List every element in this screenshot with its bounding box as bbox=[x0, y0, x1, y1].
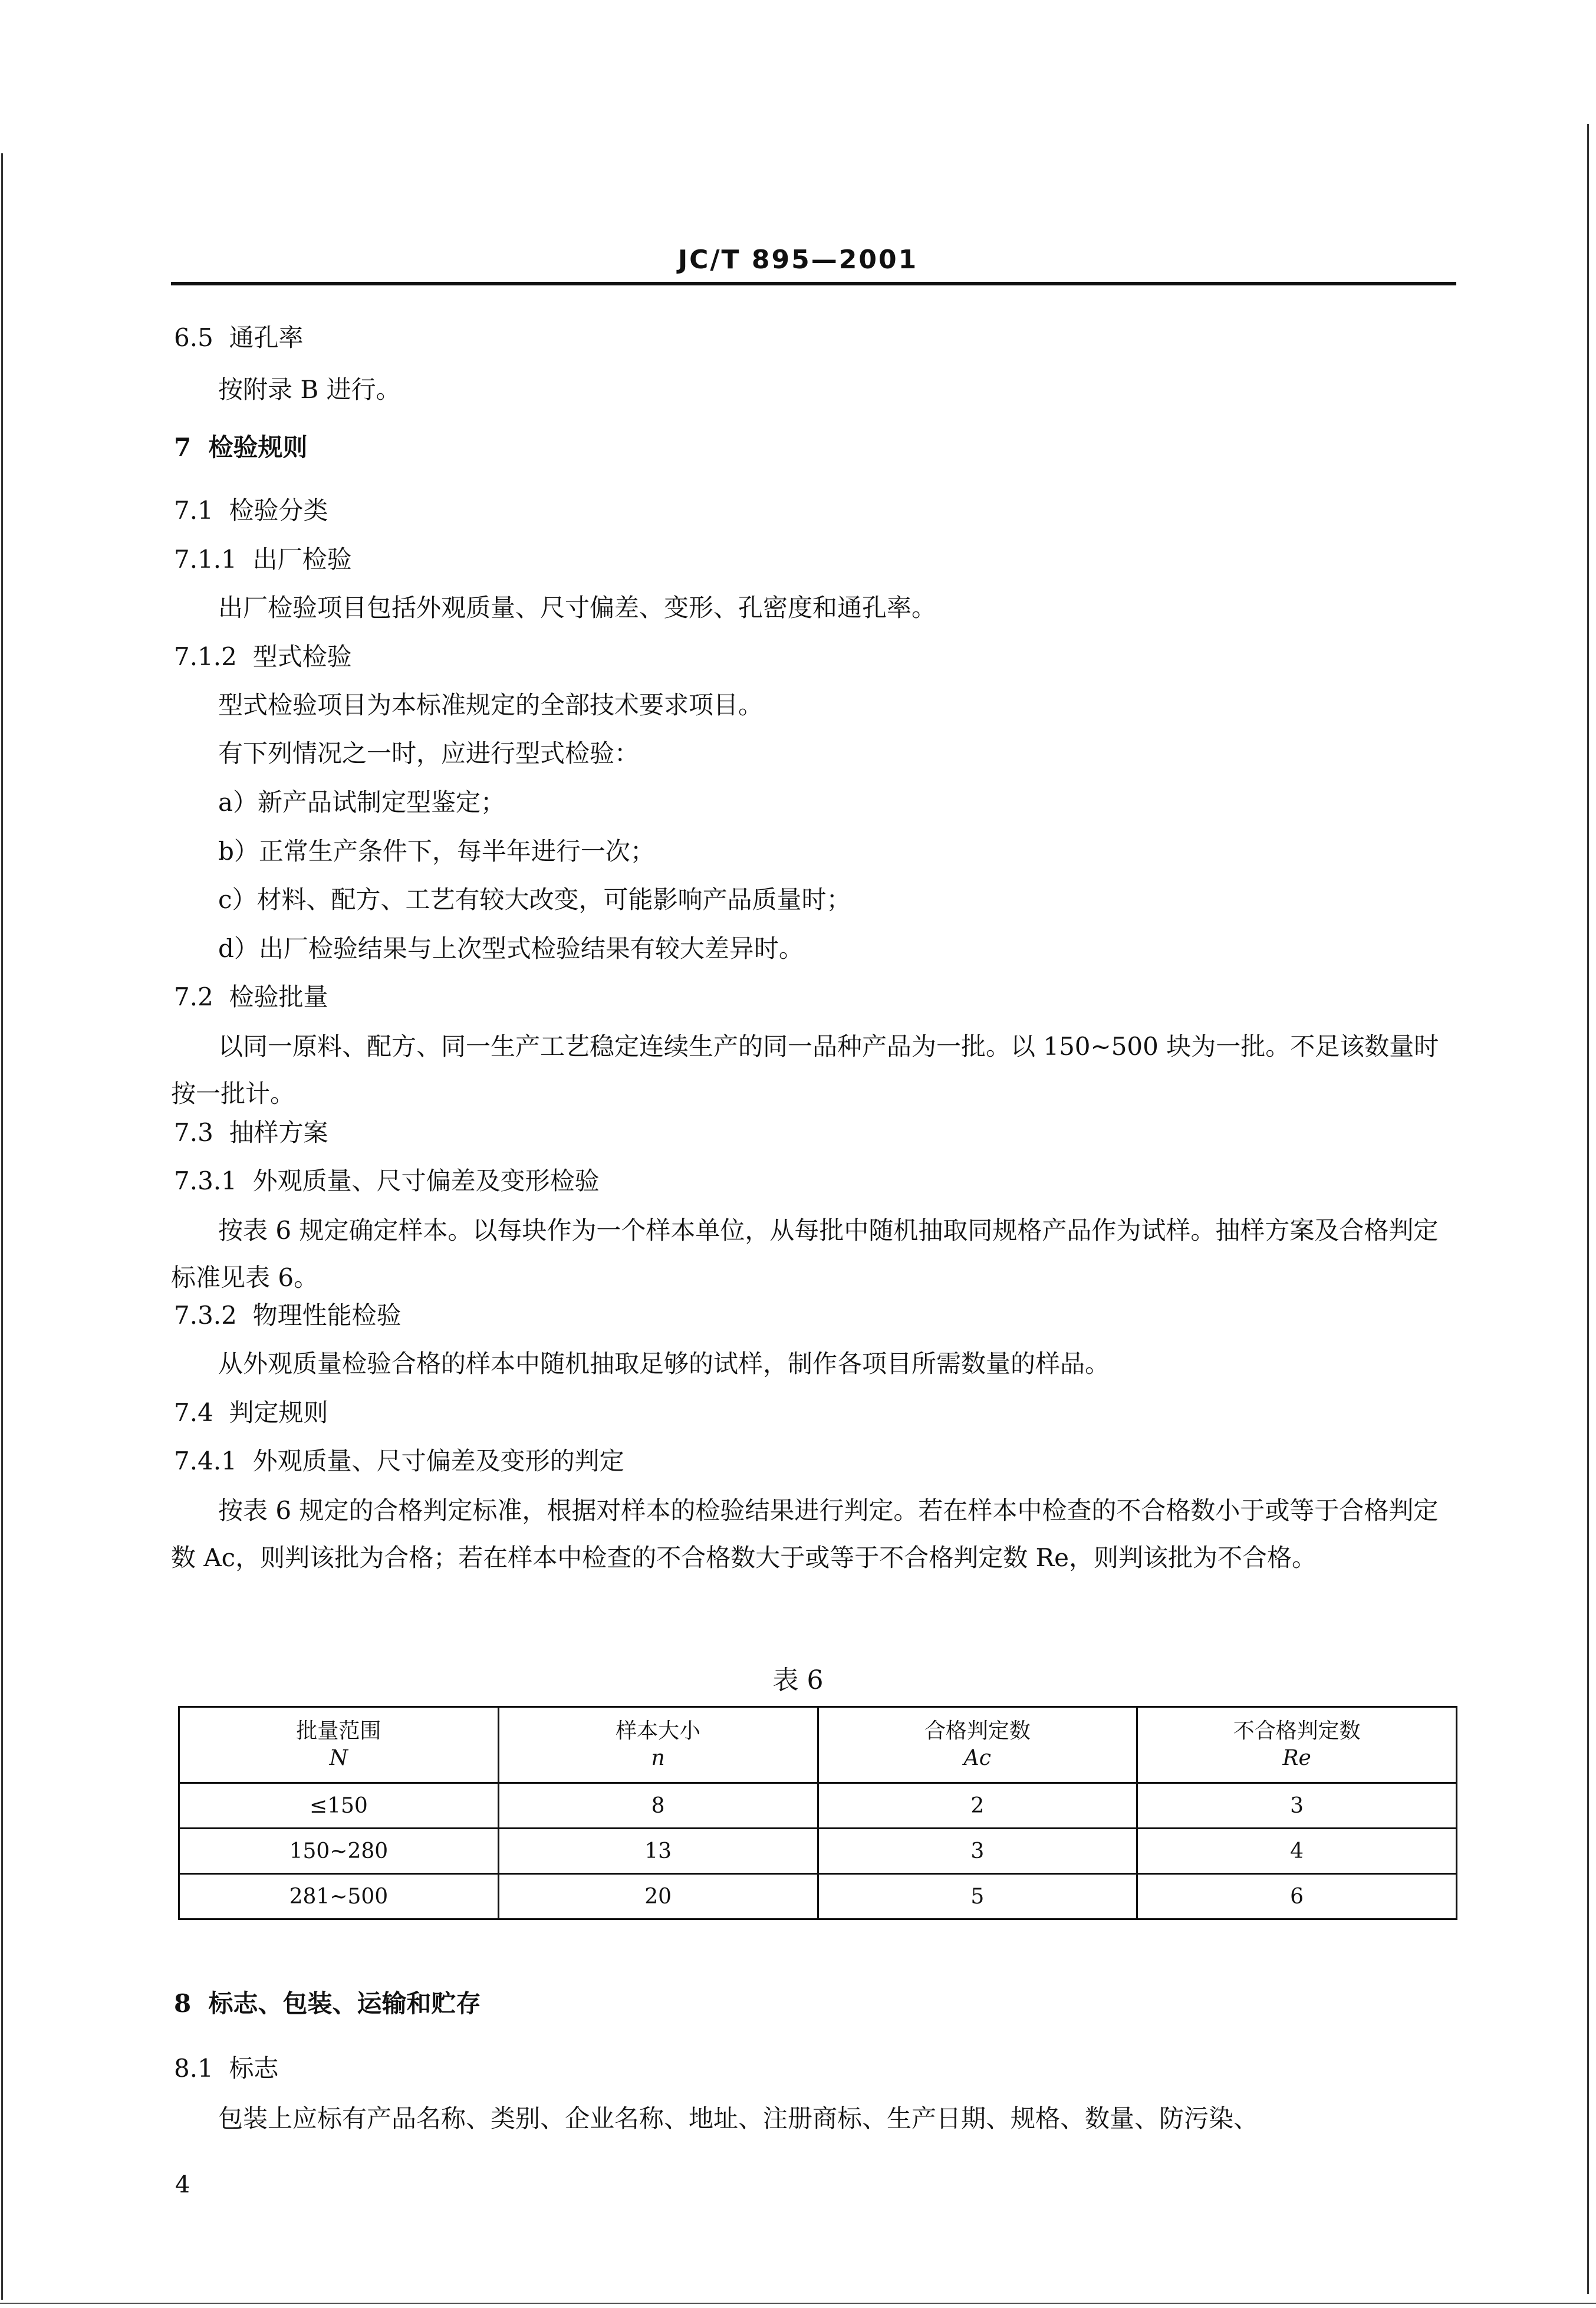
table-cell: 13 bbox=[498, 1829, 818, 1874]
table-cell: 4 bbox=[1137, 1829, 1457, 1874]
table-cell: 281~500 bbox=[179, 1874, 499, 1919]
page-number: 4 bbox=[175, 2171, 190, 2198]
section-7-1-1-text: 出厂检验项目包括外观质量、尺寸偏差、变形、孔密度和通孔率。 bbox=[218, 593, 937, 622]
section-7-3-1-heading: 7.3.1 外观质量、尺寸偏差及变形检验 bbox=[174, 1166, 600, 1195]
table-cell: 3 bbox=[1137, 1783, 1457, 1829]
section-7-1-2-condition-intro: 有下列情况之一时，应进行型式检验： bbox=[218, 739, 640, 768]
table-row bbox=[179, 1874, 1457, 1919]
section-6-5-heading: 6.5 通孔率 bbox=[174, 323, 304, 352]
table-cell: 2 bbox=[818, 1783, 1137, 1829]
header-lot-range: 批量范围 N bbox=[179, 1707, 499, 1783]
list-item: a）新产品试制定型鉴定； bbox=[218, 788, 506, 817]
section-7-heading: 7 检验规则 bbox=[174, 433, 308, 462]
section-7-2-heading: 7.2 检验批量 bbox=[174, 982, 328, 1011]
section-7-1-heading: 7.1 检验分类 bbox=[174, 496, 328, 525]
section-8-1-text: 包装上应标有产品名称、类别、企业名称、地址、注册商标、生产日期、规格、数量、防污染、 bbox=[218, 2104, 1259, 2133]
list-item: b）正常生产条件下，每半年进行一次； bbox=[218, 837, 655, 866]
header-rule bbox=[171, 282, 1456, 285]
table-cell: 8 bbox=[498, 1783, 818, 1829]
standard-code: JC/T 895—2001 bbox=[677, 245, 919, 275]
section-7-1-2-text: 型式检验项目为本标准规定的全部技术要求项目。 bbox=[218, 691, 764, 719]
section-7-2-text: 以同一原料、配方、同一生产工艺稳定连续生产的同一品种产品为一批。以 150~500 块为一批。不足该数量时按一批计。 bbox=[171, 1032, 1439, 1108]
section-7-4-1-heading: 7.4.1 外观质量、尺寸偏差及变形的判定 bbox=[174, 1446, 624, 1475]
table-cell: 6 bbox=[1137, 1874, 1457, 1919]
table-cell: 5 bbox=[818, 1874, 1137, 1919]
table-cell: ≤150 bbox=[179, 1783, 499, 1829]
table-row bbox=[179, 1783, 1457, 1829]
header-acceptance-number: 合格判定数 Ac bbox=[818, 1707, 1137, 1783]
table-cell: 20 bbox=[498, 1874, 818, 1919]
scan-edge-right bbox=[1587, 124, 1589, 2294]
table-row bbox=[179, 1829, 1457, 1874]
table-cell: 3 bbox=[818, 1829, 1137, 1874]
section-6-5-text: 按附录 B 进行。 bbox=[218, 375, 401, 404]
section-7-1-2-heading: 7.1.2 型式检验 bbox=[174, 642, 352, 671]
section-8-heading: 8 标志、包装、运输和贮存 bbox=[174, 1989, 481, 2018]
section-7-4-1-text: 按表 6 规定的合格判定标准，根据对样本的检验结果进行判定。若在样本中检查的不合格数小于或等于合格判定数 Ac，则判该批为合格；若在样本中检查的不合格数大于或等于不合格判定数 Re，则判该批为不合格。 bbox=[171, 1496, 1439, 1572]
section-7-3-heading: 7.3 抽样方案 bbox=[174, 1118, 328, 1147]
table-6 bbox=[178, 1706, 1457, 1920]
table-cell: 150~280 bbox=[179, 1829, 499, 1874]
section-7-3-2-text: 从外观质量检验合格的样本中随机抽取足够的试样，制作各项目所需数量的样品。 bbox=[218, 1349, 1110, 1378]
list-item: d）出厂检验结果与上次型式检验结果有较大差异时。 bbox=[218, 934, 804, 963]
header-rejection-number: 不合格判定数 Re bbox=[1137, 1707, 1457, 1783]
section-7-1-1-heading: 7.1.1 出厂检验 bbox=[174, 545, 352, 574]
section-8-1-heading: 8.1 标志 bbox=[174, 2054, 279, 2083]
section-7-4-heading: 7.4 判定规则 bbox=[174, 1398, 328, 1427]
table-header-row bbox=[179, 1707, 1457, 1783]
list-item: c）材料、配方、工艺有较大改变，可能影响产品质量时； bbox=[218, 885, 851, 914]
table-caption: 表 6 bbox=[772, 1665, 824, 1695]
section-7-3-2-heading: 7.3.2 物理性能检验 bbox=[174, 1301, 402, 1330]
section-7-3-1-text: 按表 6 规定确定样本。以每块作为一个样本单位，从每批中随机抽取同规格产品作为试样。抽样方案及合格判定标准见表 6。 bbox=[171, 1216, 1439, 1292]
header-sample-size: 样本大小 n bbox=[498, 1707, 818, 1783]
scan-edge-left bbox=[1, 153, 3, 2300]
scan-edge-bottom bbox=[0, 2303, 1596, 2304]
